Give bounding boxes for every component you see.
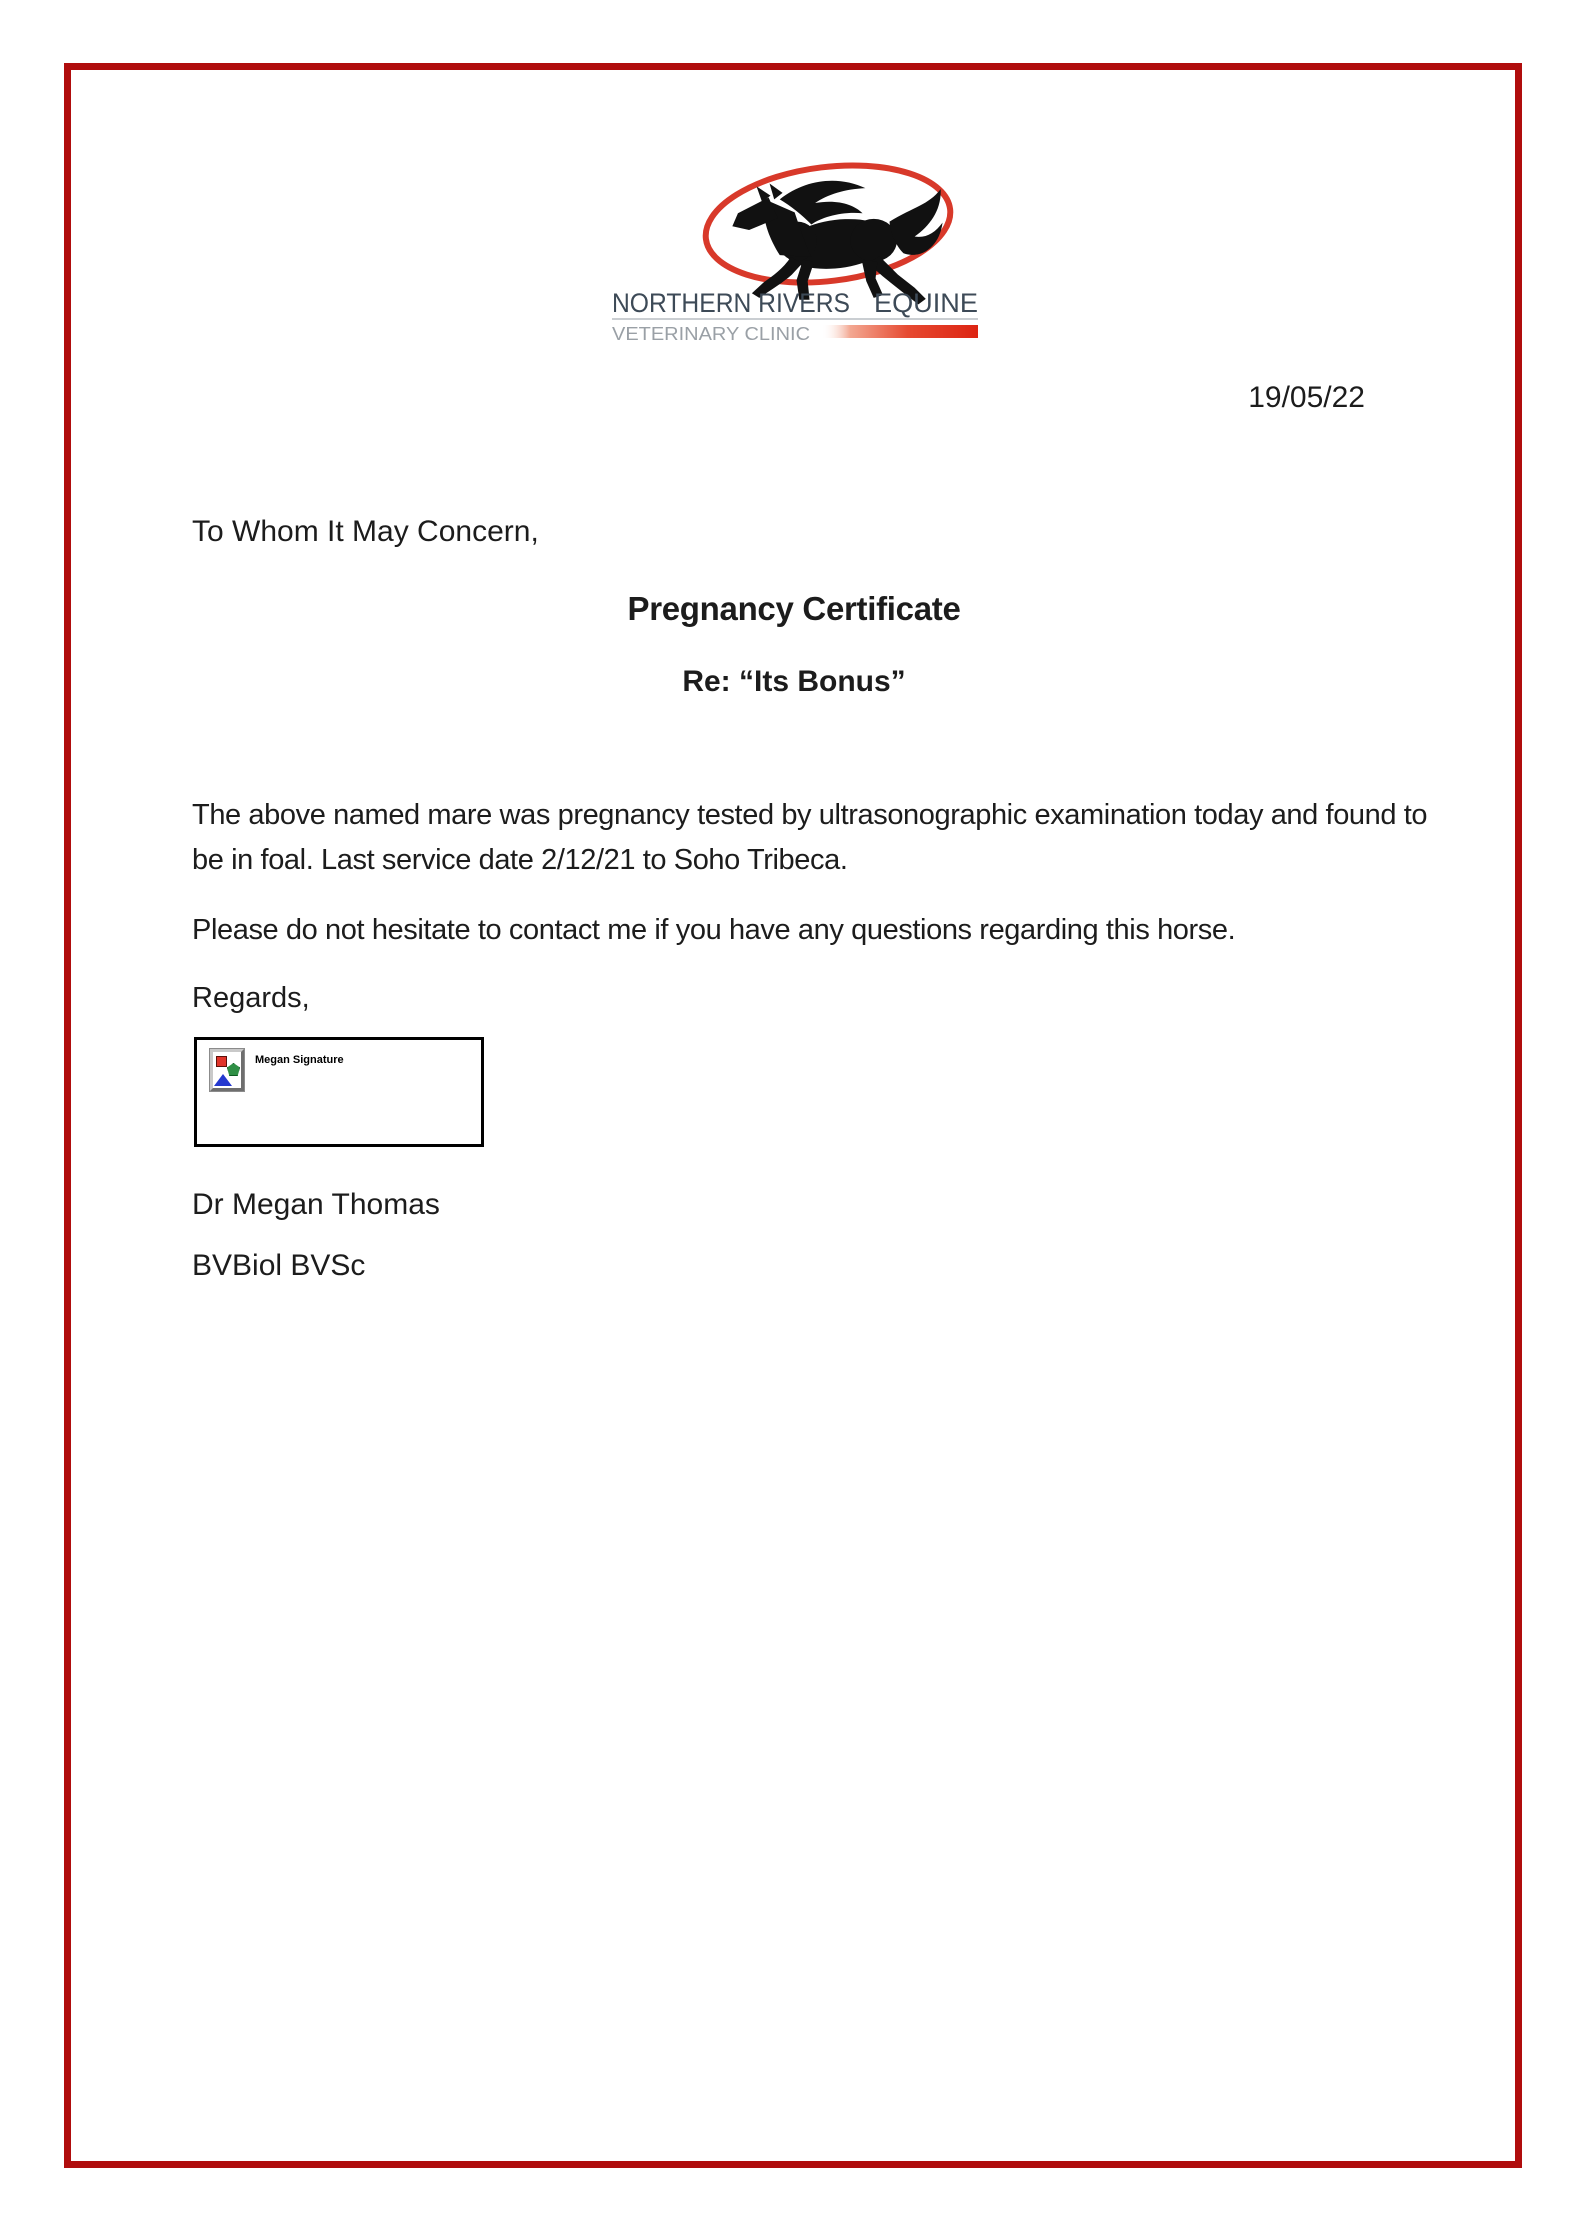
closing: Regards, (192, 982, 310, 1014)
salutation: To Whom It May Concern, (192, 515, 539, 548)
body-paragraph-1-line-2: be in foal. Last service date 2/12/21 to Soho Tribeca. (192, 844, 848, 876)
placeholder-red-square (216, 1056, 227, 1067)
logo-name-left: NORTHERN RIVERS (612, 288, 850, 318)
clinic-logo (610, 160, 980, 346)
body-paragraph-1-line-1: The above named mare was pregnancy tested by ultrasonographic examination today and found to (192, 799, 1428, 831)
broken-image-icon (210, 1049, 244, 1091)
logo-subtitle: VETERINARY CLINIC (612, 324, 810, 344)
body-paragraph-2: Please do not hesitate to contact me if you have any questions regarding this horse. (192, 914, 1236, 946)
letter-title: Pregnancy Certificate (627, 590, 961, 627)
signature-alt-text: Megan Signature (255, 1054, 344, 1066)
letter-subject: Re: “Its Bonus” (682, 665, 906, 698)
placeholder-blue-triangle (214, 1074, 232, 1086)
horse-icon (732, 181, 942, 305)
logo-red-bar (822, 325, 978, 338)
letter-date: 19/05/22 (1248, 381, 1365, 414)
logo-name-right: EQUINE (874, 288, 978, 318)
signer-name: Dr Megan Thomas (192, 1188, 440, 1221)
signer-credentials: BVBiol BVSc (192, 1249, 366, 1282)
signature-placeholder (194, 1037, 484, 1147)
